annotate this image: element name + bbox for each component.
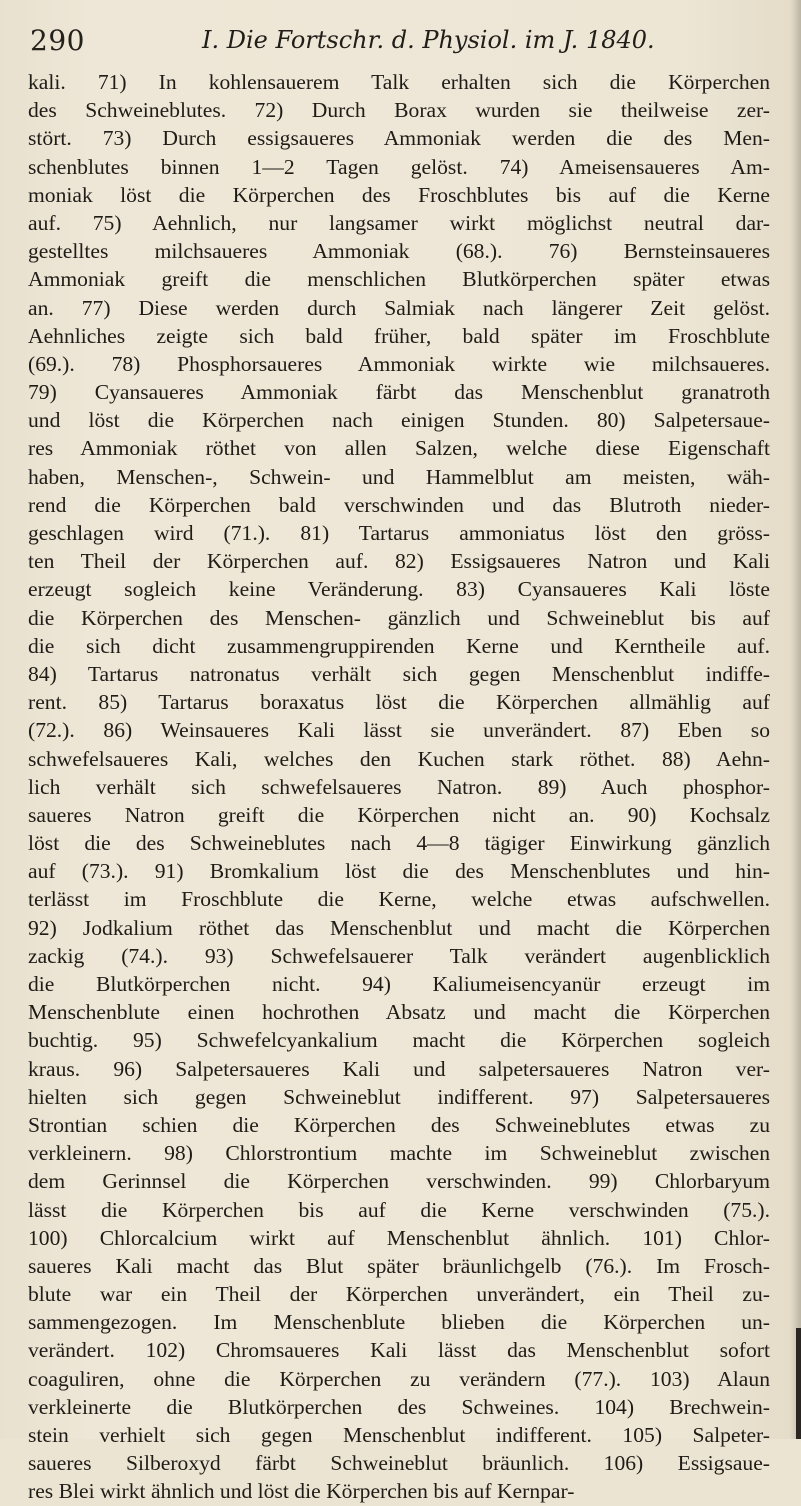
text-line: stört. 73) Durch essigsaueres Ammoniak werden die des Men- — [28, 126, 770, 151]
text-line: lässt die Körperchen bis auf die Kerne verschwinden (75.). — [28, 1197, 770, 1222]
text-line: hielten sich gegen Schweineblut indifferent. 97) Salpetersaueres — [28, 1084, 770, 1109]
text-line: haben, Menschen-, Schwein- und Hammelblut am meisten, wäh- — [28, 464, 770, 489]
page-number: 290 — [30, 24, 85, 57]
text-line: löst die des Schweineblutes nach 4—8 tägiger Einwirkung gänzlich — [28, 831, 770, 856]
text-line: auf. 75) Aehnlich, nur langsamer wirkt möglichst neutral dar- — [28, 210, 770, 235]
text-line: erzeugt sogleich keine Veränderung. 83) Cyansaueres Kali löste — [28, 577, 770, 602]
text-line: kali. 71) In kohlensauerem Talk erhalten sich die Körperchen — [28, 70, 770, 94]
text-line: buchtig. 95) Schwefelcyankalium macht die Körperchen sogleich — [28, 1028, 770, 1053]
text-line: ten Theil der Körperchen auf. 82) Essigsaueres Natron und Kali — [28, 549, 770, 574]
body-text — [28, 68, 770, 1506]
text-line: 79) Cyansaueres Ammoniak färbt das Menschenblut granatroth — [28, 380, 770, 405]
page-edge-shadow — [789, 0, 801, 1439]
text-line: blute war ein Theil der Körperchen unverändert, ein Theil zu- — [28, 1282, 770, 1307]
text-line: verkleinerte die Blutkörperchen des Schweines. 104) Brechwein- — [28, 1394, 770, 1419]
text-line: 92) Jodkalium röthet das Menschenblut und macht die Körperchen — [28, 915, 770, 940]
page-edge-mark — [796, 1328, 801, 1439]
text-line: rend die Körperchen bald verschwinden und das Blutroth nieder- — [28, 492, 770, 517]
text-line: sammengezogen. Im Menschenblute blieben die Körperchen un- — [28, 1310, 770, 1335]
text-line: Ammoniak greift die menschlichen Blutkörperchen später etwas — [28, 267, 770, 292]
text-line: an. 77) Diese werden durch Salmiak nach längerer Zeit gelöst. — [28, 295, 770, 320]
text-line: saueres Kali macht das Blut später bräunlichgelb (76.). Im Frosch- — [28, 1253, 770, 1278]
text-line: saueres Silberoxyd färbt Schweineblut bräunlich. 106) Essigsaue- — [28, 1451, 770, 1476]
page-header — [30, 22, 770, 62]
text-line: 84) Tartarus natronatus verhält sich gegen Menschenblut indiffe- — [28, 661, 770, 686]
text-line: coaguliren, ohne die Körperchen zu verändern (77.). 103) Alaun — [28, 1366, 770, 1391]
text-line: verändert. 102) Chromsaueres Kali lässt das Menschenblut sofort — [28, 1338, 770, 1363]
text-line: gestelltes milchsaueres Ammoniak (68.). 76) Bernsteinsaueres — [28, 239, 770, 264]
text-line: res Ammoniak röthet von allen Salzen, welche diese Eigenschaft — [28, 436, 770, 461]
text-line: 100) Chlorcalcium wirkt auf Menschenblut ähnlich. 101) Chlor- — [28, 1225, 770, 1250]
text-line: geschlagen wird (71.). 81) Tartarus ammoniatus löst den gröss- — [28, 521, 770, 545]
text-line: zackig (74.). 93) Schwefelsauerer Talk verändert augenblicklich — [28, 943, 770, 968]
text-line: und löst die Körperchen nach einigen Stunden. 80) Salpetersaue- — [28, 408, 770, 433]
text-line: (72.). 86) Weinsaueres Kali lässt sie unverändert. 87) Eben so — [28, 718, 770, 743]
text-line: dem Gerinnsel die Körperchen verschwinden. 99) Chlorbaryum — [28, 1169, 770, 1194]
text-line: die sich dicht zusammengruppirenden Kerne und Kerntheile auf. — [28, 633, 770, 658]
text-line: terlässt im Froschblute die Kerne, welche etwas aufschwellen. — [28, 887, 770, 912]
text-line: kraus. 96) Salpetersaueres Kali und salpetersaueres Natron ver- — [28, 1056, 770, 1081]
text-line: verkleinern. 98) Chlorstrontium machte im Schweineblut zwischen — [28, 1141, 770, 1166]
text-line: Menschenblute einen hochrothen Absatz und macht die Körperchen — [28, 1000, 770, 1025]
text-line: die Körperchen des Menschen- gänzlich und Schweineblut bis auf — [28, 605, 770, 630]
text-line: schenblutes binnen 1—2 Tagen gelöst. 74) Ameisensaueres Am- — [28, 154, 770, 179]
text-line: die Blutkörperchen nicht. 94) Kaliumeisencyanür erzeugt im — [28, 972, 770, 996]
text-line: schwefelsaueres Kali, welches den Kuchen stark röthet. 88) Aehn- — [28, 746, 770, 771]
text-line: res Blei wirkt ähnlich und löst die Körperchen bis auf Kernpar- — [28, 1479, 575, 1504]
text-line: saueres Natron greift die Körperchen nicht an. 90) Kochsalz — [28, 802, 770, 827]
text-line: lich verhält sich schwefelsaueres Natron. 89) Auch phosphor- — [28, 774, 770, 799]
text-line: des Schweineblutes. 72) Durch Borax wurden sie theilweise zer- — [28, 98, 770, 123]
text-line: stein verhielt sich gegen Menschenblut indifferent. 105) Salpeter- — [28, 1423, 770, 1447]
text-line: rent. 85) Tartarus boraxatus löst die Körperchen allmählig auf — [28, 690, 770, 715]
running-title: I. Die Fortschr. d. Physiol. im J. 1840. — [202, 26, 655, 54]
text-line: Aehnliches zeigte sich bald früher, bald später im Froschblute — [28, 323, 770, 348]
text-line: (69.). 78) Phosphorsaueres Ammoniak wirkte wie milchsaueres. — [28, 351, 770, 376]
text-line: moniak löst die Körperchen des Froschblutes bis auf die Kerne — [28, 182, 770, 207]
text-line: auf (73.). 91) Bromkalium löst die des Menschenblutes und hin- — [28, 859, 770, 884]
text-line: Strontian schien die Körperchen des Schweineblutes etwas zu — [28, 1112, 770, 1137]
